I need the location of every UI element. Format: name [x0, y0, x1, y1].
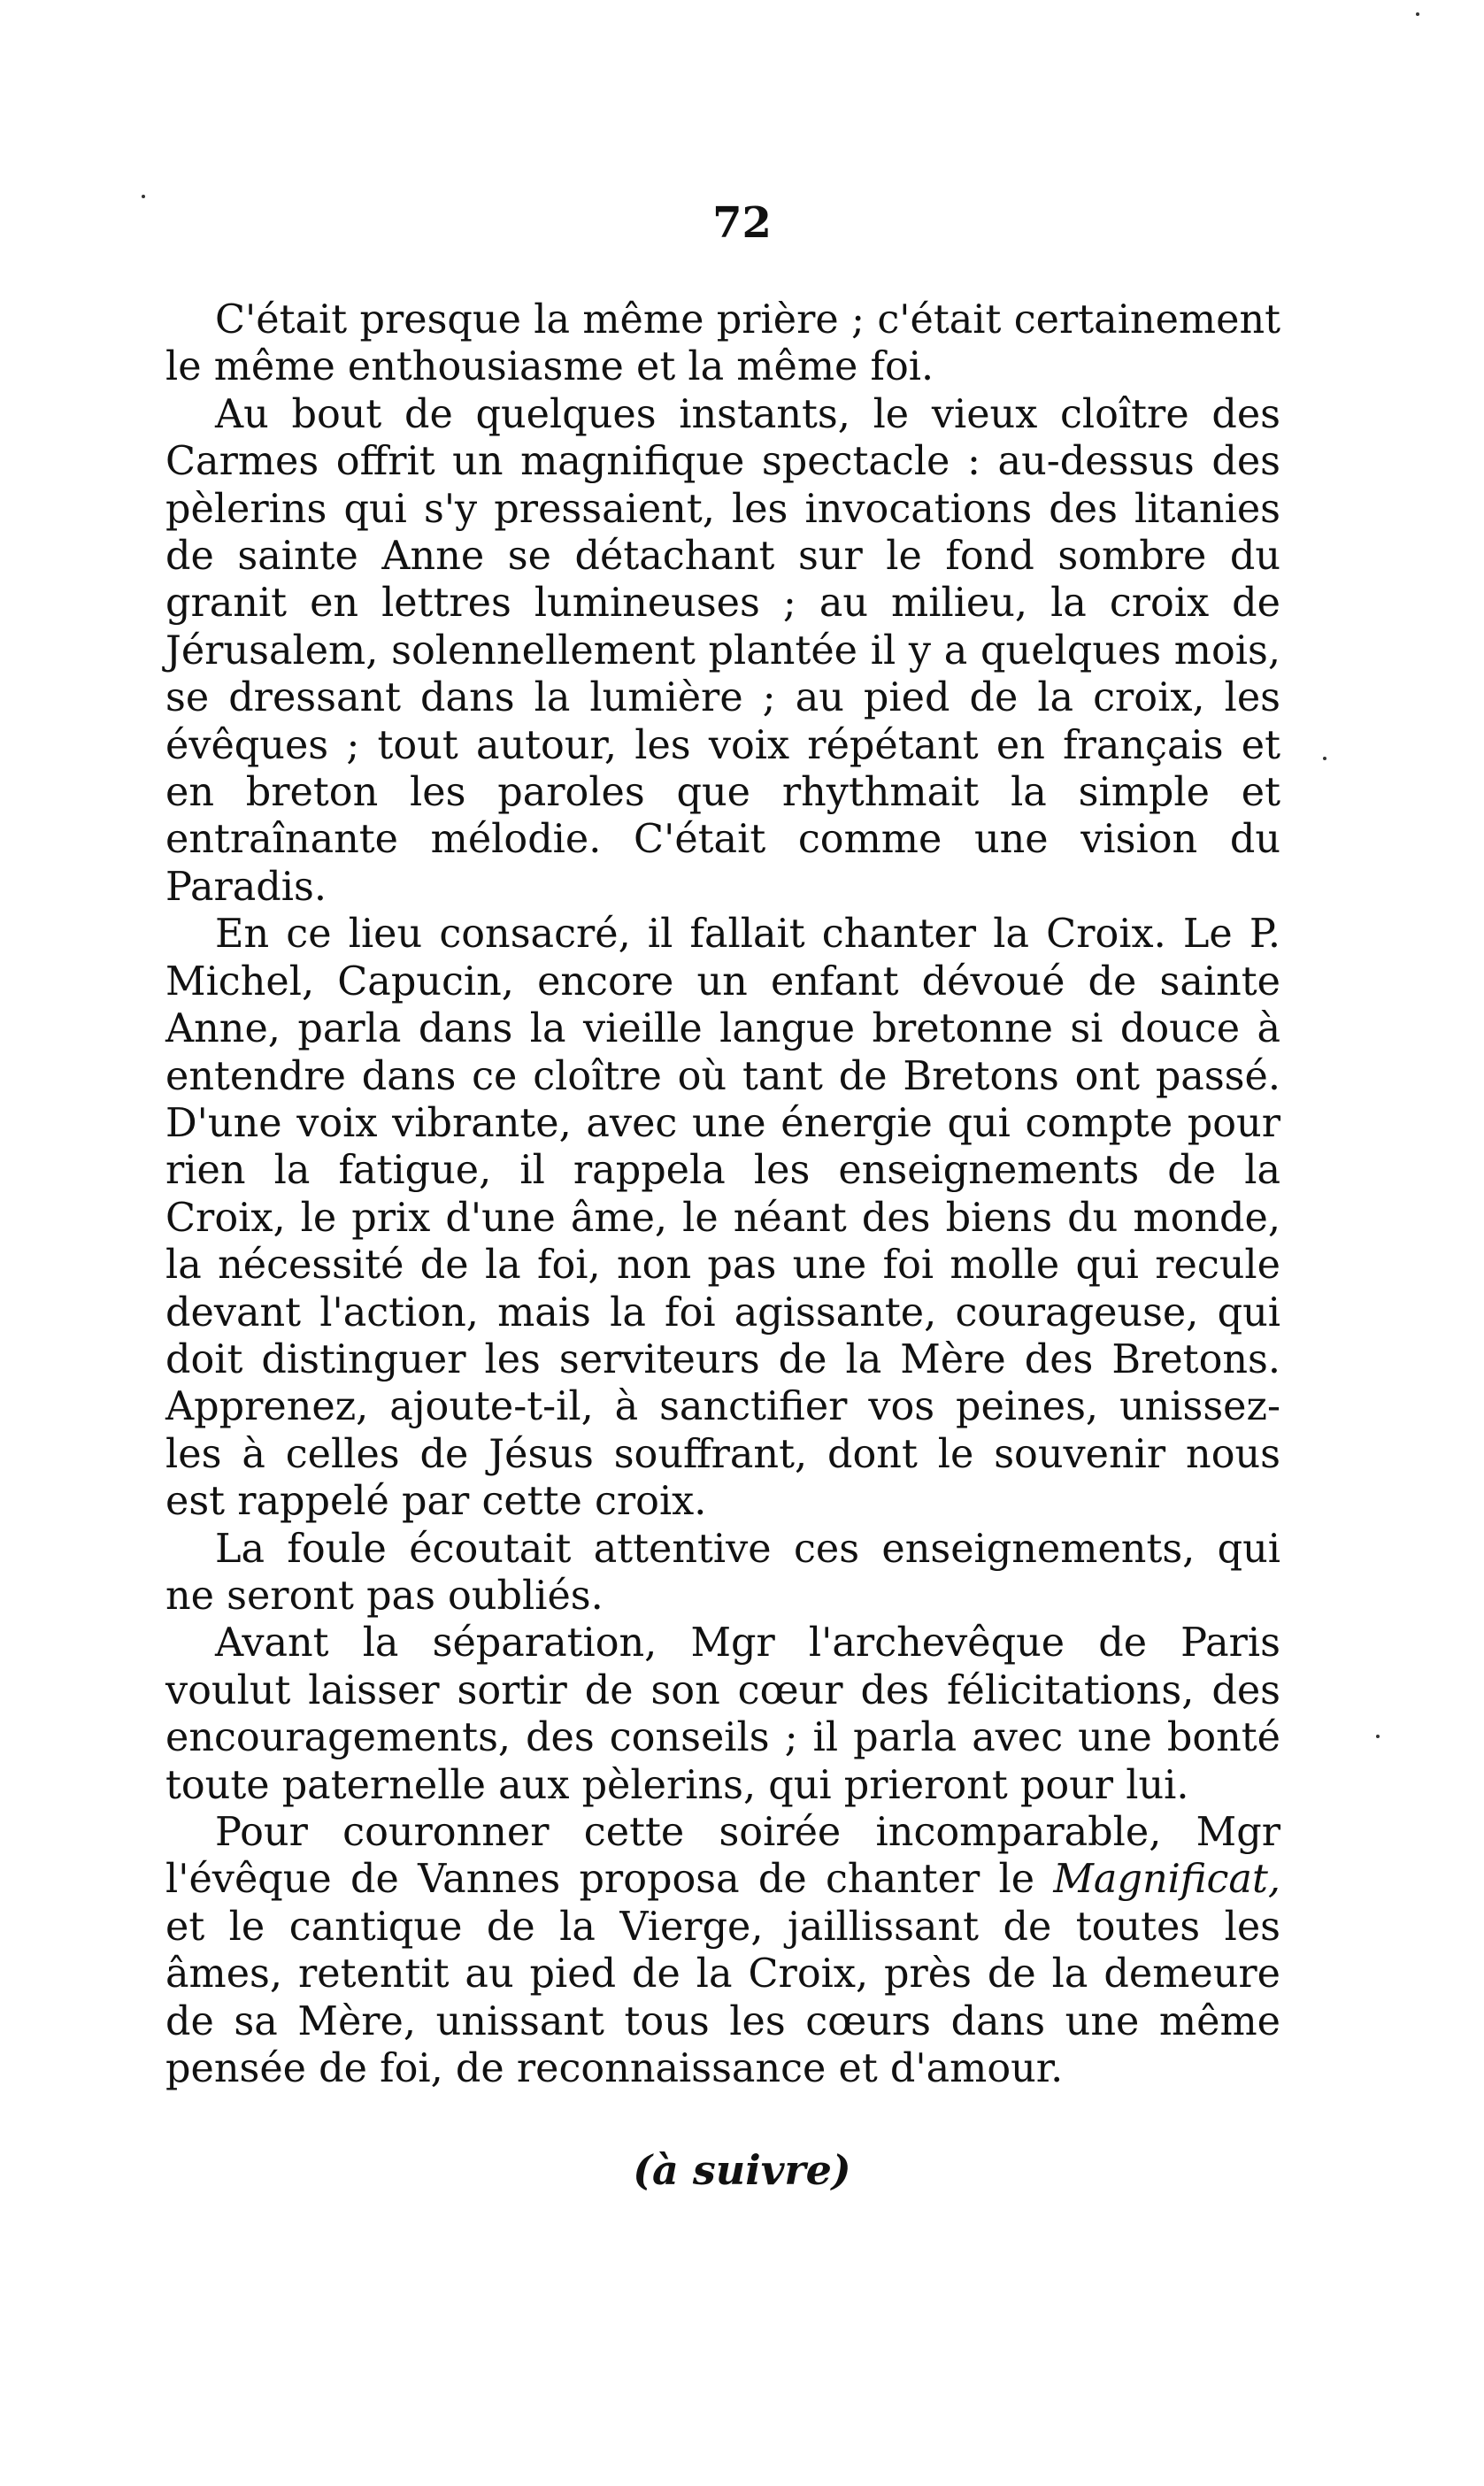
paragraph-2: Au bout de quelques instants, le vieux cloître des Carmes offrit un magnifique spectacle : au-dessus des pèlerins qui s'y pressaient, les invocations des litanies de sainte Anne se détachant sur le fond sombre du granit en lettres lumineuses ; au milieu, la croix de Jérusalem, solennellement plantée il y a quelques mois, se dressant dans la lumière ; au pied de la croix, les évêques ; tout autour, les voix répétant en français et en breton les paroles que rhythmait la simple et entraînante mélodie. C'était comme une vision du Paradis. [165, 391, 1280, 910]
paragraph-3: En ce lieu consacré, il fallait chanter la Croix. Le P. Michel, Capucin, encore un enfant dévoué de sainte Anne, parla dans la vieille langue bretonne si douce à entendre dans ce cloître où tant de Bretons ont passé. D'une voix vibrante, avec une énergie qui compte pour rien la fatigue, il rappela les enseignements de la Croix, le prix d'une âme, le néant des biens du monde, la nécessité de la foi, non pas une foi molle qui recule devant l'action, mais la foi agissante, courageuse, qui doit distinguer les serviteurs de la Mère des Bretons. Apprenez, ajoute-t-il, à sanctifier vos peines, unissez-les à celles de Jésus souffrant, dont le souvenir nous est rappelé par cette croix. [165, 912, 1280, 1525]
magnificat-italic: Magnificat, [1053, 1857, 1280, 1903]
closing-note: (à suivre) [633, 2146, 851, 2194]
body-text [165, 296, 1280, 2092]
scan-speck [1376, 1735, 1380, 1738]
paragraph-1: C'était presque la même prière ; c'était certainement le même enthousiasme et la même foi. [165, 297, 1280, 390]
paragraph-4: La foule écoutait attentive ces enseignements, qui ne seront pas oubliés. [165, 1526, 1280, 1619]
scan-speck [1416, 12, 1419, 16]
scan-speck [142, 195, 145, 198]
paragraph-6-end: et le cantique de la Vierge, jaillissant de toutes les âmes, retentit au pied de la Croix, près de la demeure de sa Mère, unissant tous les cœurs dans une même pensée de foi, de reconnaissance et d'amour. [165, 1904, 1280, 2092]
paragraph-5: Avant la séparation, Mgr l'archevêque de Paris voulut laisser sortir de son cœur des félicitations, des encouragements, des conseils ; il parla avec une bonté toute paternelle aux pèlerins, qui prieront pour lui. [165, 1620, 1280, 1808]
scan-speck [1323, 757, 1326, 760]
page-number: 72 [712, 198, 772, 248]
paragraph-6-start: Pour couronner cette soirée incomparable, Mgr l'évêque de Vannes proposa de chanter le [165, 1810, 1280, 1903]
paragraph-6 [165, 1809, 1280, 2092]
